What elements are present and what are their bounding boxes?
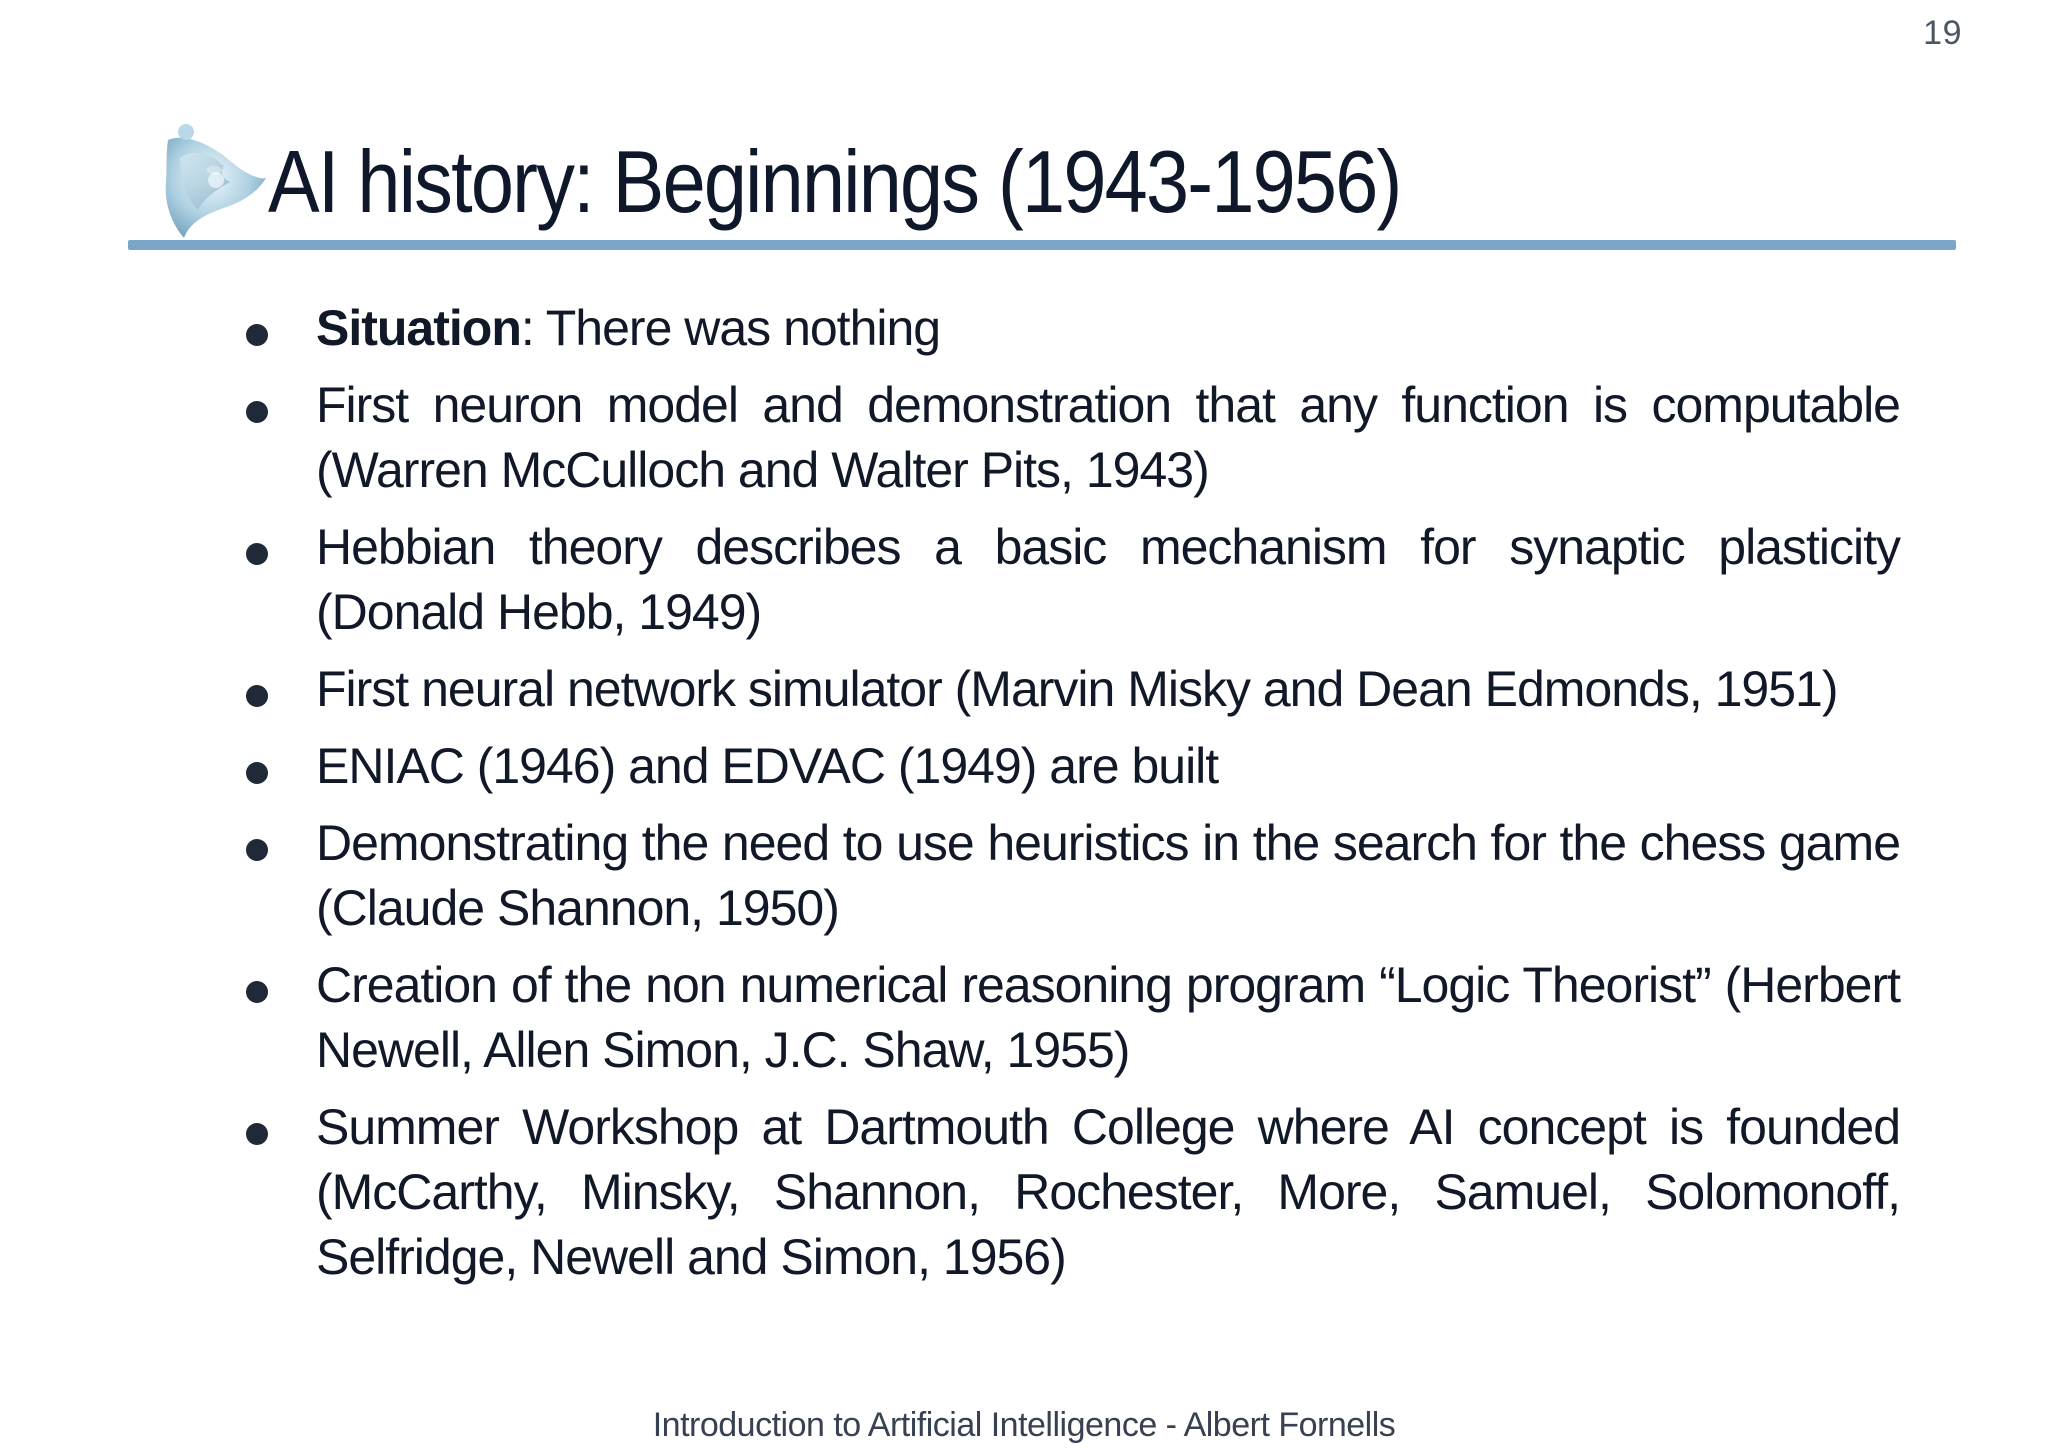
bullet-text: ENIAC (1946) and EDVAC (1949) are built bbox=[316, 738, 1219, 794]
bullet-item bbox=[240, 811, 1900, 941]
bullet-dot-icon bbox=[246, 981, 268, 1003]
bullet-item bbox=[240, 373, 1900, 503]
bullet-dot-icon bbox=[246, 839, 268, 861]
bullet-dot-icon bbox=[246, 685, 268, 707]
title-divider bbox=[128, 240, 1956, 250]
bullet-list bbox=[240, 296, 1900, 1302]
bullet-dot-icon bbox=[246, 324, 268, 346]
bullet-item bbox=[240, 515, 1900, 645]
puzzle-logo-icon bbox=[150, 118, 270, 248]
bullet-dot-icon bbox=[246, 1123, 268, 1145]
bullet-text: Demonstrating the need to use heuristics in the search for the chess game (Claude Shannon, 1950) bbox=[316, 815, 1900, 936]
bullet-item bbox=[240, 734, 1900, 799]
slide-title: AI history: Beginnings (1943-1956) bbox=[268, 132, 1401, 231]
bullet-text bbox=[316, 296, 1900, 361]
bullet-item bbox=[240, 657, 1900, 722]
bullet-text-content: : There was nothing bbox=[520, 300, 941, 356]
bullet-dot-icon bbox=[246, 543, 268, 565]
bullet-text: First neuron model and demonstration that any function is computable (Warren McCulloch and Walter Pits, 1943) bbox=[316, 377, 1900, 498]
bullet-dot-icon bbox=[246, 401, 268, 423]
bullet-text: Creation of the non numerical reasoning program “Logic Theorist” (Herbert Newell, Allen Simon, J.C. Shaw, 1955) bbox=[316, 957, 1900, 1078]
bullet-text: First neural network simulator (Marvin Misky and Dean Edmonds, 1951) bbox=[316, 661, 1838, 717]
bullet-item bbox=[240, 1095, 1900, 1290]
footer-text: Introduction to Artificial Intelligence - Albert Fornells bbox=[652, 1406, 1396, 1444]
bullet-dot-icon bbox=[246, 762, 268, 784]
bullet-text: Hebbian theory describes a basic mechanism for synaptic plasticity (Donald Hebb, 1949) bbox=[316, 519, 1900, 640]
bullet-item bbox=[240, 296, 1900, 361]
bullet-text: Summer Workshop at Dartmouth College where AI concept is founded (McCarthy, Minsky, Shannon, Rochester, More, Samuel, Solomonoff, Selfridge, Newell and Simon, 1956) bbox=[316, 1099, 1900, 1285]
bullet-strong-label: Situation bbox=[316, 300, 521, 356]
page-number: 19 bbox=[1923, 14, 1962, 52]
bullet-item bbox=[240, 953, 1900, 1083]
